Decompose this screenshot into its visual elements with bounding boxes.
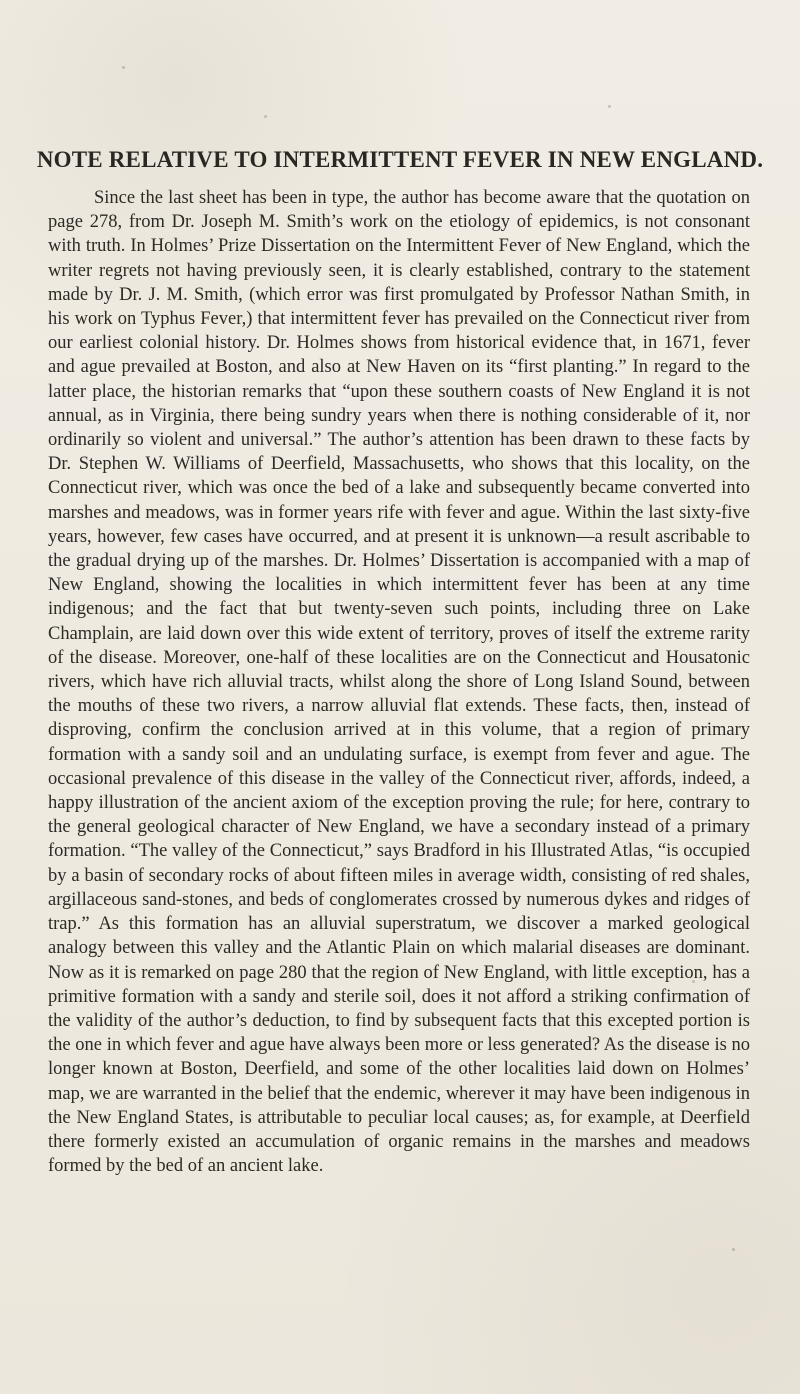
paper-speck — [732, 1248, 735, 1251]
body-paragraph: Since the last sheet has been in type, the author has become aware that the quotation on page 278, from Dr. Joseph M. Smith’s work on the etiology of epidemics, is not consonant with truth. In Holmes’ Prize Dissertation on the Intermittent Fever of New England, which the writer regrets not having previously seen, it is clearly established, contrary to the statement made by Dr. J. M. Smith, (which error was first promulgated by Professor Nathan Smith, in his work on Typhus Fever,) that intermittent fever has prevailed on the Connecticut river from our earliest colonial history. Dr. Holmes shows from historical evidence that, in 1671, fever and ague prevailed at Boston, and also at New Haven on its “first planting.” In regard to the latter place, the historian remarks that “upon these southern coasts of New England it is not annual, as in Virginia, there being sundry years when there is nothing considerable of it, nor ordinarily so violent and universal.” The author’s attention has been drawn to these facts by Dr. Stephen W. Williams of Deerfield, Massachusetts, who shows that this locality, on the Connecticut river, which was once the bed of a lake and subsequently became converted into marshes and meadows, was in former years rife with fever and ague. Within the last sixty-five years, however, few cases have occurred, and at present it is unknown—a result ascribable to the gradual drying up of the marshes. Dr. Holmes’ Dissertation is accompanied with a map of New England, showing the localities in which intermittent fever has been at any time indigenous; and the fact that but twenty-seven such points, including three on Lake Champlain, are laid down over this wide extent of territory, proves of itself the extreme rarity of the disease. Moreover, one-half of these localities are on the Connecticut and Housatonic rivers, which have rich alluvial tracts, whilst along the shore of Long Island Sound, between the mouths of these two rivers, a narrow alluvial flat extends. These facts, then, instead of disproving, confirm the conclusion arrived at in this volume, that a region of primary formation with a sandy soil and an undulating surface, is exempt from fever and ague. The occasional prevalence of this disease in the valley of the Connecticut river, affords, indeed, a happy illustration of the ancient axiom of the exception proving the rule; for here, contrary to the general geological character of New England, we have a secondary instead of a primary formation. “The valley of the Connecticut,” says Bradford in his Illustrated Atlas, “is occupied by a basin of secondary rocks of about fifteen miles in average width, consisting of red shales, argillaceous sand-stones, and beds of conglomerates crossed by numerous dykes and ridges of trap.” As this formation has an alluvial superstratum, we discover a marked geological analogy between this valley and the Atlantic Plain on which malarial diseases are dominant. Now as it is remarked on page 280 that the region of New England, with little exception, has a primitive formation with a sandy and sterile soil, does it not afford a striking confirmation of the validity of the author’s deduction, to find by subsequent facts that this excepted portion is the one in which fever and ague have always been more or less generated? As the disease is no longer known at Boston, Deerfield, and some of the other localities laid down on Holmes’ map, we are warranted in the belief that the endemic, wherever it may have been indigenous in the New England States, is attributable to peculiar local causes; as, for example, at Deerfield there formerly existed an accumulation of organic remains in the marshes and meadows formed by the bed of an ancient lake. — [48, 188, 750, 1177]
paper-speck — [122, 66, 125, 69]
paper-speck — [264, 115, 267, 118]
page-title: NOTE RELATIVE TO INTERMITTENT FEVER IN NEW ENGLAND. — [36, 147, 764, 172]
paper-speck — [608, 105, 611, 108]
